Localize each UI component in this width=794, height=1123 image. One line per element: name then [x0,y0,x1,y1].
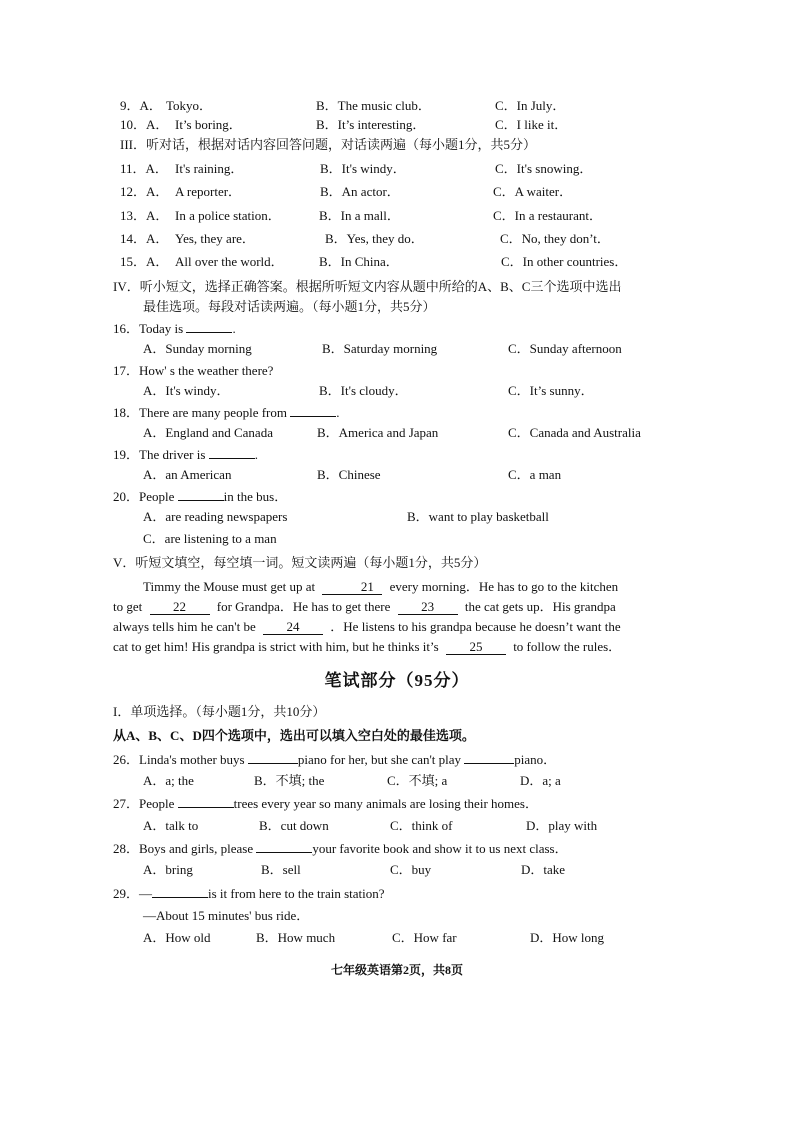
passage-line: cat to get him! His grandpa is strict with him, but he thinks it’s 25 to follow the rules． [113,639,622,654]
question-20-option-c: C．are listening to a man [143,531,277,546]
question-18: 18．There are many people from . [113,405,340,420]
question-29: 29．— is it from here to the train station? [113,886,385,901]
blank-24[interactable]: 24 [263,620,323,635]
blank-23[interactable]: 23 [398,600,458,615]
blank-25[interactable]: 25 [446,640,506,655]
passage [113,577,681,657]
blank-21[interactable]: 21 [322,580,382,595]
passage-line: to get 22 for Grandpa．He has to get there 23 the cat gets up．His grandpa [113,599,616,614]
question-28: 28．Boys and girls, please your favorite book and show it to us next class． [113,841,568,856]
written-section-1-instruction: 从A、B、C、D四个选项中，选出可以填入空白处的最佳选项。 [113,728,475,743]
question-29-reply: —About 15 minutes' bus ride． [143,908,310,923]
question-19: 19．The driver is . [113,447,258,462]
answer-blank[interactable] [152,897,208,898]
question-20: 20．People in the bus． [113,489,288,504]
written-section-1-heading: I．单项选择。（每小题1分，共10分） [113,704,326,719]
question-27: 27．People trees every year so many animals are losing their homes． [113,796,538,811]
answer-blank[interactable] [256,852,312,853]
section-4-heading-cont: 最佳选项。每段对话读两遍。（每小题1分，共5分） [143,299,436,314]
answer-blank[interactable] [178,807,234,808]
answer-blank[interactable] [464,763,514,764]
question-17: 17．How' s the weather there? [113,363,274,378]
question-16: 16．Today is . [113,321,236,336]
answer-blank[interactable] [178,500,224,501]
section-3-heading: III．听对话，根据对话内容回答问题，对话读两遍（每小题1分，共5分） [120,137,536,152]
section-5-heading: V．听短文填空，每空填一词。短文读两遍（每小题1分，共5分） [113,555,487,570]
answer-blank[interactable] [290,416,336,417]
blank-22[interactable]: 22 [150,600,210,615]
answer-blank[interactable] [248,763,298,764]
question-26: 26．Linda's mother buys piano for her, but she can't play piano． [113,752,557,767]
answer-blank[interactable] [209,458,255,459]
passage-line: always tells him he can't be 24 ．He listens to his grandpa because he doesn’t want the [113,619,621,634]
passage-line: Timmy the Mouse must get up at 21 every morning．He has to go to the kitchen [143,579,619,594]
written-part-title: 笔试部分（95分） [324,671,470,690]
page-footer: 七年级英语第2页，共8页 [330,963,463,977]
section-4-heading: IV．听小短文，选择正确答案。根据所听短文内容从题中所给的A、B、C三个选项中选出 [113,279,622,294]
answer-blank[interactable] [186,332,232,333]
